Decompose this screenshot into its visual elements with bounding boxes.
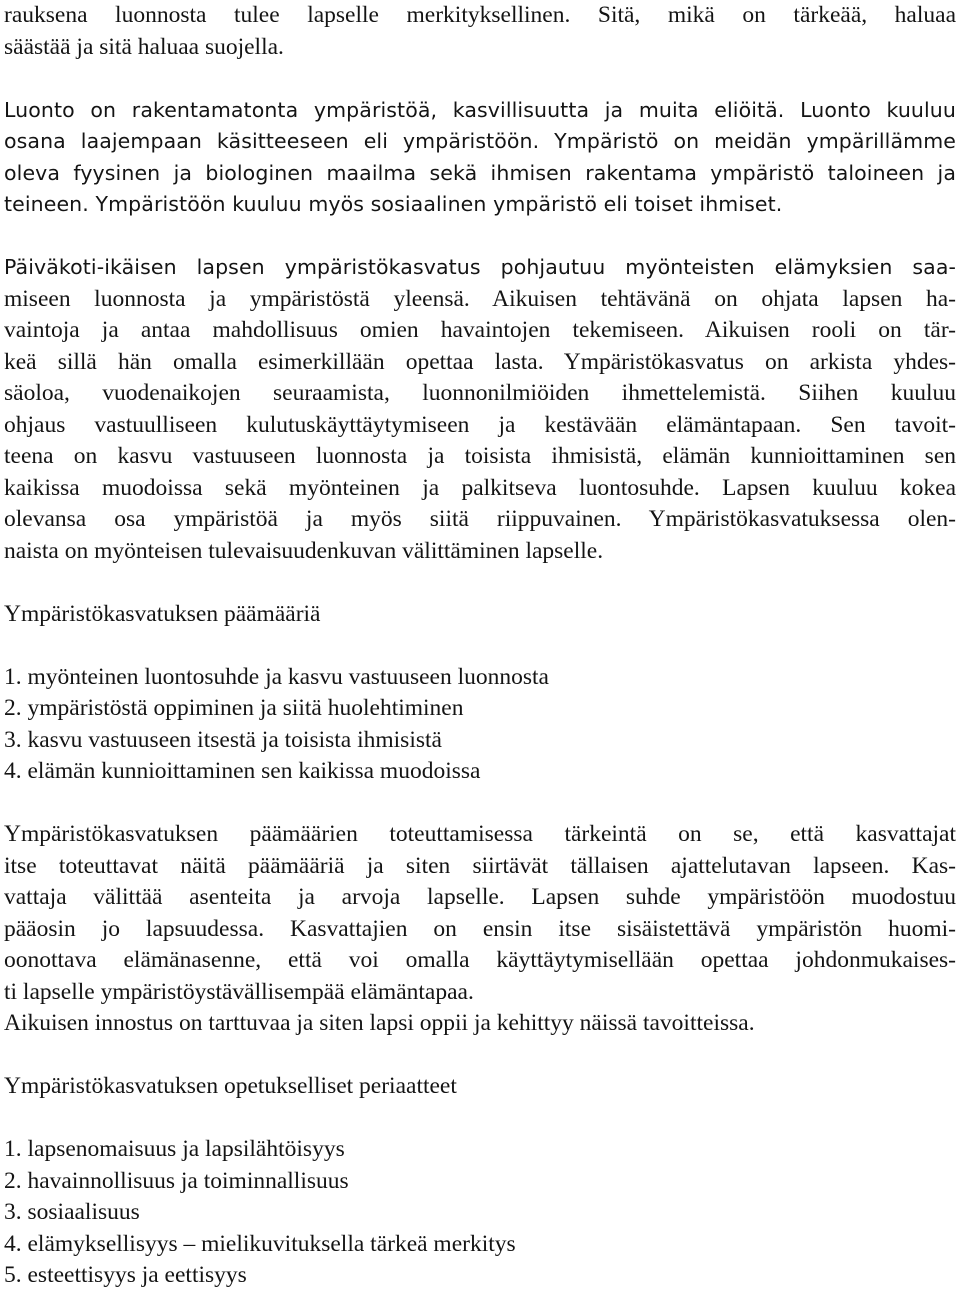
paragraph-gap [4,630,956,662]
paragraph-gap [4,788,956,820]
text-line: vaintoja ja antaa mahdollisuus omien havaintojen tekemiseen. Aikuisen rooli on tär- [4,317,956,343]
list-item: 3. sosiaalisuus [4,1199,140,1225]
paragraph-gap [4,1040,956,1072]
list-item: 1. lapsenomaisuus ja lapsilähtöisyys [4,1136,345,1162]
text-line: olevansa osa ympäristöä ja myös siitä riippuvainen. Ympäristökasvatuksessa olen- [4,506,956,532]
principles-list [4,1134,956,1292]
paragraph-intro-continuation [4,0,956,63]
list-item: 1. myönteinen luontosuhde ja kasvu vastuuseen luonnosta [4,663,549,690]
text-line: keä sillä hän omalla esimerkillään opettaa lasta. Ympäristökasvatus on arkista yhdes- [4,348,956,375]
text-line: itse toteuttavat näitä päämääriä ja siten siirtävät tällaisen ajattelutavan lapseen. Kas- [4,852,956,879]
text-line: säoloa, vuodenaikojen seuraamista, luonnonilmiöiden ihmettelemistä. Siihen kuuluu [4,380,956,406]
text-line: teineen. Ympäristöön kuuluu myös sosiaalinen ympäristö eli toiset ihmiset. [4,192,783,216]
text-line: oonottava elämänasenne, että voi omalla käyttäytymisellään opettaa johdonmukaises- [4,947,956,973]
list-item: 3. kasvu vastuuseen itsestä ja toisista ihmisistä [4,726,442,753]
text-line: oleva fyysinen ja biologinen maailma sekä ihmisen rakentama ympäristö taloineen ja [4,160,956,185]
text-line: Päiväkoti-ikäisen lapsen ympäristökasvatus pohjautuu myönteisten elämyksien saa- [4,255,956,279]
paragraph-nature-definition [4,95,956,221]
paragraph-adult-enthusiasm: Aikuisen innostus on tarttuvaa ja siten lapsi oppii ja kehittyy näissä tavoitteissa. [4,1010,755,1036]
paragraph-gap [4,1103,956,1135]
list-item: 4. elämän kunnioittaminen sen kaikissa muodoissa [4,758,481,784]
text-line: kaikissa muodoissa sekä myönteinen ja palkitseva luontosuhde. Lapsen kuuluu kokea [4,474,956,501]
paragraph-gap [4,567,956,599]
paragraph-gap [4,221,956,253]
section-heading-goals: Ympäristökasvatuksen päämääriä [4,600,321,627]
text-line: rauksena luonnosta tulee lapselle merkityksellinen. Sitä, mikä on tärkeää, haluaa [4,2,956,28]
text-line: ohjaus vastuulliseen kulutuskäyttäytymiseen ja kestävään elämäntapaan. Sen tavoit- [4,411,956,438]
paragraph-kindergarten-education [4,252,956,567]
list-item: 4. elämyksellisyys – mielikuvituksella tärkeä merkitys [4,1230,516,1257]
goals-list [4,662,956,788]
text-line: miseen luonnosta ja ympäristöstä yleensä. Aikuisen tehtävänä on ohjata lapsen ha- [4,285,956,312]
text-line: teena on kasvu vastuuseen luonnosta ja toisista ihmisistä, elämän kunnioittaminen sen [4,443,956,469]
text-line: Ympäristökasvatuksen päämäärien toteuttamisessa tärkeintä on se, että kasvattajat [4,821,956,847]
text-line: ti lapselle ympäristöystävällisempää elämäntapaa. [4,978,474,1005]
section-heading-principles: Ympäristökasvatuksen opetukselliset periaatteet [4,1073,457,1099]
list-item: 2. havainnollisuus ja toiminnallisuus [4,1167,349,1194]
list-item: 5. esteettisyys ja eettisyys [4,1262,247,1288]
list-item: 2. ympäristöstä oppiminen ja siitä huolehtiminen [4,695,464,721]
text-line: Luonto on rakentamatonta ympäristöä, kasvillisuutta ja muita eliöitä. Luonto kuuluu [4,97,956,122]
text-line: naista on myönteisen tulevaisuudenkuvan välittäminen lapselle. [4,537,604,564]
text-line: pääosin jo lapsuudessa. Kasvattajien on ensin itse sisäistettävä ympäristön huomi- [4,915,956,942]
text-line: osana laajempaan käsitteeseen eli ympäristöön. Ympäristö on meidän ympärillämme [4,129,956,153]
paragraph-gap [4,63,956,95]
text-line: vattaja välittää asenteita ja arvoja lapselle. Lapsen suhde ympäristöön muodostuu [4,884,956,910]
paragraph-goal-implementation [4,819,956,1008]
text-line: säästää ja sitä haluaa suojella. [4,33,284,60]
